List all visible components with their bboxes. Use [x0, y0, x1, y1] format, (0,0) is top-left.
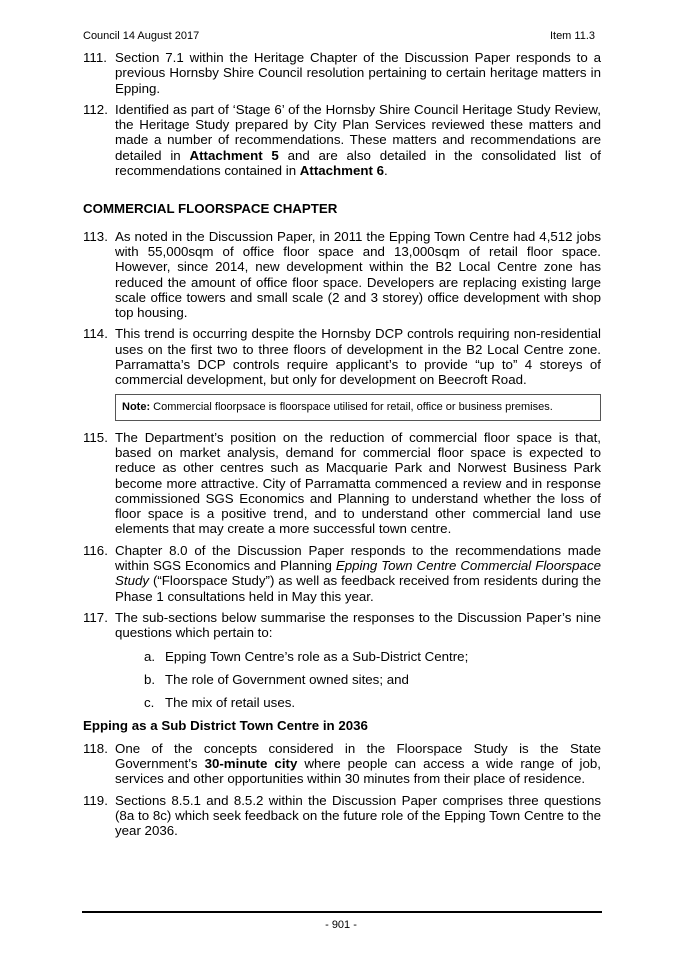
list-item	[83, 649, 601, 664]
page-header	[83, 30, 595, 42]
list-item	[83, 672, 601, 687]
paragraph-number: 112.	[83, 101, 108, 117]
paragraph-text: Section 7.1 within the Heritage Chapter of the Discussion Paper responds to a previous Hornsby Shire Council resolution pertaining to certain heritage matters in Epping.	[115, 50, 601, 96]
sub-section-list	[83, 649, 601, 711]
list-item-text: The mix of retail uses.	[165, 695, 296, 711]
list-item-letter: c.	[144, 695, 155, 711]
text-run: Identified as part of ‘Stage 6’ of the Hornsby Shire Council Heritage Study Review, the Heritage Study prepared by City Plan Services reviewed these matters and made a number of recommendations. These matters and recommendations are detailed in	[115, 101, 601, 163]
note-box	[115, 394, 601, 421]
attachment-5-reference: Attachment 5	[189, 147, 279, 163]
paragraph-number: 114.	[83, 326, 108, 342]
paragraph-text	[115, 741, 601, 787]
paragraph-111	[83, 50, 601, 96]
paragraph-text: This trend is occurring despite the Hornsby DCP controls requiring non-residential uses on the first two to three floors of development in the B2 Local Centre zone. Parramatta’s DCP controls require applicant’s to provide “up to” 4 storeys of commercial development, but only for development on Beecroft Road.	[115, 326, 601, 388]
paragraph-number: 117.	[83, 609, 108, 625]
thirty-minute-city-term: 30-minute city	[204, 755, 298, 771]
paragraph-116	[83, 543, 601, 604]
paragraph-number: 116.	[83, 542, 108, 558]
text-run: Chapter 8.0 of the Discussion Paper responds to the recommendations made within SGS Economics and Planning	[115, 542, 601, 574]
paragraph-text	[115, 102, 601, 178]
paragraph-number: 118.	[83, 740, 108, 756]
paragraph-112	[83, 102, 601, 178]
attachment-6-reference: Attachment 6	[299, 163, 385, 179]
paragraph-119	[83, 793, 601, 839]
list-item-text: The role of Government owned sites; and	[165, 671, 409, 687]
paragraph-117	[83, 610, 601, 641]
paragraph-text: As noted in the Discussion Paper, in 2011 the Epping Town Centre had 4,512 jobs with 55,000sqm of office floor space and 13,000sqm of retail floor space. However, since 2014, new development within the B2 Local Centre zone has reduced the amount of office floor space. Developers are replacing existing large scale office towers and small scale (2 and 3 storey) office development with shop top housing.	[115, 228, 601, 321]
text-run: where people can access a wide range of job, services and other opportunities within 30 minutes from their place of residence.	[115, 755, 601, 787]
section-heading-epping-sub-district: Epping as a Sub District Town Centre in 2036	[83, 718, 368, 734]
paragraph-113	[83, 229, 601, 321]
paragraph-number: 115.	[83, 429, 108, 445]
document-body	[83, 50, 601, 844]
list-item-letter: b.	[144, 671, 156, 687]
text-run: One of the concepts considered in the Floorspace Study is the State Government’s	[115, 740, 601, 771]
paragraph-number: 113.	[83, 228, 108, 244]
paragraph-118	[83, 741, 601, 787]
paragraph-text: Sections 8.5.1 and 8.5.2 within the Discussion Paper comprises three questions (8a to 8c) which seek feedback on the future role of the Epping Town Centre to the year 2036.	[115, 792, 601, 839]
page-number: - 901 -	[325, 919, 357, 931]
text-run: .	[384, 163, 388, 179]
paragraph-114	[83, 326, 601, 387]
paragraph-number: 111.	[83, 50, 107, 65]
list-item	[83, 695, 601, 710]
note-label: Note:	[122, 400, 151, 413]
text-run: (“Floorspace Study”) as well as feedback received from residents during the Phase 1 consultations held in May this year.	[115, 573, 601, 604]
list-item-letter: a.	[144, 648, 156, 664]
paragraph-text: The Department’s position on the reduction of commercial floor space is that, based on market analysis, demand for commercial floor space is expected to reduce as other centres such as Macquarie Park and Norwest Business Park become more attractive. City of Parramatta commenced a review and in response commissioned SGS Economics and Planning to understand whether the loss of floor space is a positive trend, and to understand other commercial land use elements that may create a more successful town centre.	[115, 429, 601, 537]
paragraph-text: The sub-sections below summarise the responses to the Discussion Paper’s nine questions which pertain to:	[115, 609, 601, 641]
paragraph-number: 119.	[83, 792, 108, 808]
section-heading-commercial-floorspace: COMMERCIAL FLOORSPACE CHAPTER	[83, 201, 338, 217]
list-item-text: Epping Town Centre’s role as a Sub-District Centre;	[165, 648, 469, 664]
study-title: Epping Town Centre Commercial Floorspace Study	[115, 558, 601, 589]
header-item-number: Item 11.3	[549, 30, 595, 42]
paragraph-115	[83, 430, 601, 537]
text-run: and are also detailed in the consolidated list of recommendations contained in	[115, 147, 601, 179]
footer-divider	[82, 911, 602, 913]
header-meeting-date: Council 14 August 2017	[83, 30, 200, 42]
paragraph-text	[115, 543, 601, 604]
note-text: Commercial floorpsace is floorspace utilised for retail, office or business premises.	[150, 400, 553, 413]
